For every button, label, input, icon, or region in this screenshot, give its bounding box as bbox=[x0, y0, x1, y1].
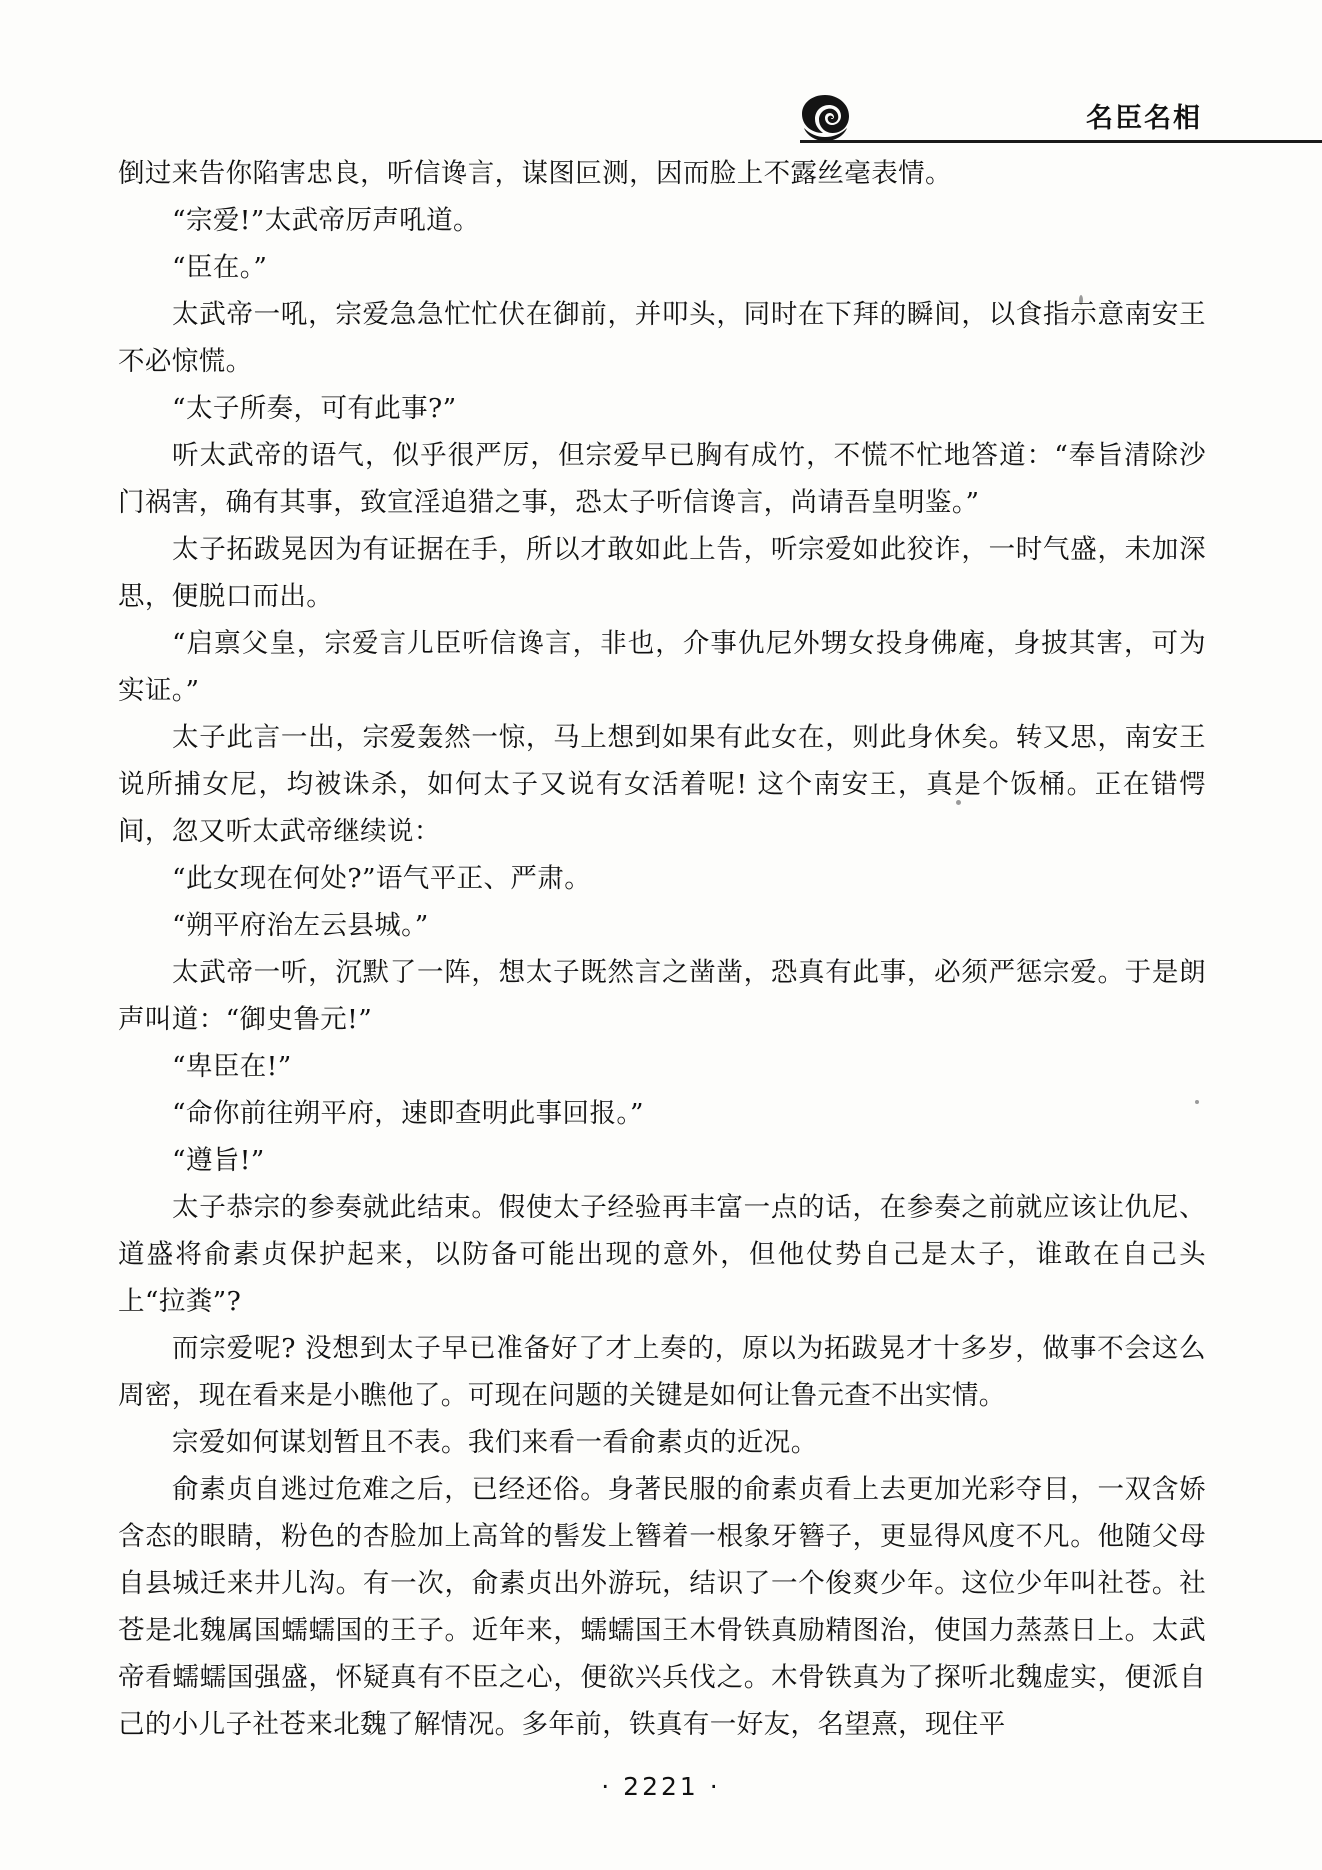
paragraph: 太子此言一出，宗爱轰然一惊，马上想到如果有此女在，则此身休矣。转又思，南安王说所捕女尼，均被诛杀，如何太子又说有女活着呢! 这个南安王，真是个饭桶。正在错愕间，忽又听太武帝继续说： bbox=[118, 722, 1206, 847]
paragraph: “朔平府治左云县城。” bbox=[172, 910, 429, 941]
paragraph: “此女现在何处?”语气平正、严肃。 bbox=[172, 863, 592, 894]
book-title: 名臣名相 bbox=[1086, 103, 1202, 134]
paragraph: “宗爱!”太武帝厉声吼道。 bbox=[172, 205, 480, 236]
paragraph: 而宗爱呢? 没想到太子早已准备好了才上奏的，原以为拓跋晃才十多岁，做事不会这么周密，现在看来是小瞧他了。可现在问题的关键是如何让鲁元查不出实情。 bbox=[118, 1333, 1206, 1411]
paragraph: 太武帝一听，沉默了一阵，想太子既然言之凿凿，恐真有此事，必须严惩宗爱。于是朗声叫道：“御史鲁元!” bbox=[118, 957, 1206, 1035]
paragraph: “遵旨!” bbox=[172, 1145, 265, 1176]
paragraph: 太子拓跋晃因为有证据在手，所以才敢如此上告，听宗爱如此狡诈，一时气盛，未加深思，便脱口而出。 bbox=[118, 534, 1206, 612]
paragraph: “命你前往朔平府，速即查明此事回报。” bbox=[172, 1098, 644, 1129]
page-footer bbox=[0, 1772, 1322, 1801]
paragraph: “启禀父皇，宗爱言儿臣听信谗言，非也，介事仇尼外甥女投身佛庵，身披其害，可为实证。” bbox=[118, 628, 1206, 706]
paragraph: 太子恭宗的参奏就此结束。假使太子经验再丰富一点的话，在参奏之前就应该让仇尼、道盛将俞素贞保护起来，以防备可能出现的意外，但他仗势自己是太子，谁敢在自己头上“拉粪”? bbox=[118, 1192, 1206, 1317]
paragraph: “太子所奏，可有此事?” bbox=[172, 393, 457, 424]
paragraph: 俞素贞自逃过危难之后，已经还俗。身著民服的俞素贞看上去更加光彩夺目，一双含娇含态的眼睛，粉色的杏脸加上高耸的髻发上簪着一根象牙簪子，更显得风度不凡。他随父母自县城迁来井儿沟。有一次，俞素贞出外游玩，结识了一个俊爽少年。这位少年叫社苍。社苍是北魏属国蠕蠕国的王子。近年来，蠕蠕国王木骨铁真励精图治，使国力蒸蒸日上。太武帝看蠕蠕国强盛，怀疑真有不臣之心，便欲兴兵伐之。木骨铁真为了探听北魏虚实，便派自己的小儿子社苍来北魏了解情况。多年前，铁真有一好友，名望熹，现住平 bbox=[118, 1474, 1206, 1740]
header-divider bbox=[800, 140, 1322, 143]
body-text bbox=[118, 150, 1206, 1748]
paragraph: 听太武帝的语气，似乎很严厉，但宗爱早已胸有成竹，不慌不忙地答道：“奉旨清除沙门祸害，确有其事，致宣淫追猎之事，恐太子听信谗言，尚请吾皇明鉴。” bbox=[118, 440, 1206, 518]
paragraph: 宗爱如何谋划暂且不表。我们来看一看俞素贞的近况。 bbox=[172, 1427, 818, 1458]
page-number: · 2221 · bbox=[601, 1772, 721, 1801]
paragraph: 倒过来告你陷害忠良，听信谗言，谋图叵测，因而脸上不露丝毫表情。 bbox=[118, 158, 952, 189]
page-header bbox=[120, 92, 1202, 154]
paragraph: “卑臣在!” bbox=[172, 1051, 292, 1082]
dragon-emblem-icon bbox=[792, 92, 858, 144]
paragraph: “臣在。” bbox=[172, 252, 268, 283]
paragraph: 太武帝一吼，宗爱急急忙忙伏在御前，并叩头，同时在下拜的瞬间，以食指示意南安王不必惊慌。 bbox=[118, 299, 1206, 377]
